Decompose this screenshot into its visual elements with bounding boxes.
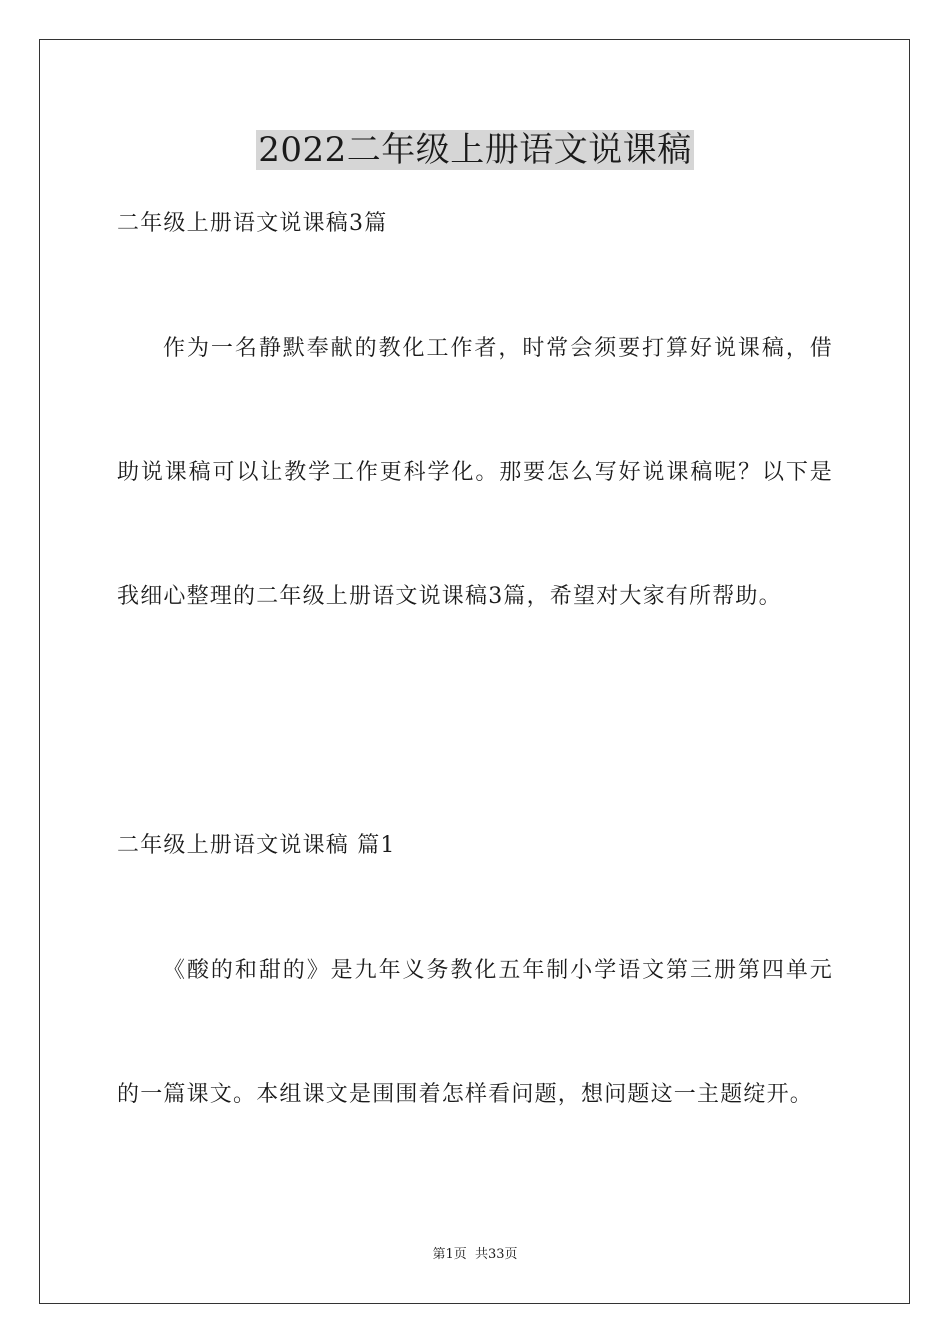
document-title [0, 127, 950, 173]
section1-paragraph-line-2: 的一篇课文。本组课文是围围着怎样看问题，想问题这一主题绽开。 [117, 1082, 814, 1107]
intro-paragraph-line-1: 作为一名静默奉献的教化工作者，时常会须要打算好说课稿，借 [163, 336, 833, 361]
section1-paragraph-line-1: 《酸的和甜的》是九年义务教化五年制小学语文第三册第四单元 [163, 958, 833, 983]
intro-paragraph-line-2: 助说课稿可以让教学工作更科学化。那要怎么写好说课稿呢？以下是 [117, 460, 833, 485]
page-number-footer: 第1页 共33页 [432, 1247, 518, 1262]
intro-paragraph-line-3: 我细心整理的二年级上册语文说课稿3篇，希望对大家有所帮助。 [117, 584, 782, 609]
document-title-text: 2022二年级上册语文说课稿 [258, 130, 692, 170]
document-subtitle: 二年级上册语文说课稿3篇 [117, 211, 388, 236]
section-heading-1: 二年级上册语文说课稿 篇1 [117, 833, 396, 858]
